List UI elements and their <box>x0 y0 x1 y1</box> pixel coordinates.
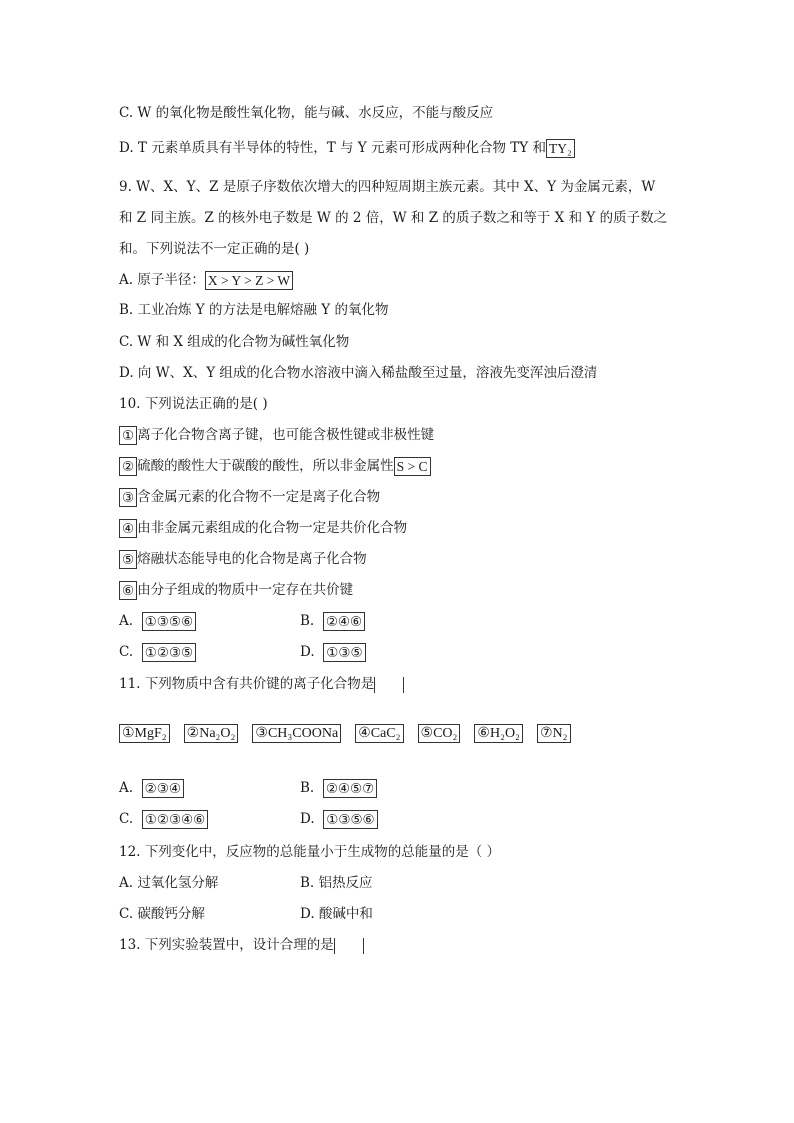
option-label: D. <box>300 644 315 660</box>
q10-statement-4 <box>119 518 407 538</box>
q9-stem-line3: 和。下列说法不一定正确的是( ) <box>119 241 310 257</box>
answer-box: ①③⑤⑥ <box>323 810 377 829</box>
statement-text: 离子化合物含离子键，也可能含极性键或非极性键 <box>137 427 435 443</box>
q12-option-a: A. 过氧化氢分解 <box>119 875 219 891</box>
formula-box: TY₂ <box>546 139 575 158</box>
q10-option-a <box>119 611 196 631</box>
option-label: A. <box>119 613 134 629</box>
q11-option-a <box>119 778 184 798</box>
option-label: B. <box>300 780 315 796</box>
q10-statement-5 <box>119 549 367 569</box>
answer-blank <box>374 677 404 693</box>
q12-option-c: C. 碳酸钙分解 <box>119 906 205 922</box>
q13-stem-text: 13. 下列实验装置中，设计合理的是 <box>119 937 334 953</box>
substance-box: ④CaC₂ <box>355 724 403 743</box>
statement-text: 含金属元素的化合物不一定是离子化合物 <box>137 489 381 505</box>
q11-stem-text: 11. 下列物质中含有共价键的离子化合物是 <box>119 676 375 692</box>
statement-text: 由分子组成的物质中一定存在共价键 <box>137 582 354 598</box>
formula-box: S > C <box>394 457 431 476</box>
q10-option-d <box>300 642 366 662</box>
q11-stem <box>119 674 404 694</box>
number-box: ⑥ <box>119 581 137 600</box>
q10-statement-1 <box>119 425 434 445</box>
option-label: B. <box>300 613 315 629</box>
substance-box: ⑤CO₂ <box>418 724 461 743</box>
q8-option-d-text: D. T 元素单质具有半导体的特性，T 与 Y 元素可形成两种化合物 TY 和 <box>119 140 547 156</box>
q11-substance-list <box>119 724 585 743</box>
substance-box: ⑦N₂ <box>537 724 571 743</box>
answer-box: ①③⑤ <box>323 643 365 662</box>
q9-option-a <box>119 270 293 290</box>
answer-box: ②③④ <box>142 779 184 798</box>
substance-box: ③CH₃COONa <box>252 724 341 743</box>
q9-stem-line2: 和 Z 同主族。Z 的核外电子数是 W 的 2 倍，W 和 Z 的质子数之和等于 X 和 Y 的质子数之 <box>119 210 668 226</box>
q9-option-c: C. W 和 X 组成的化合物为碱性氧化物 <box>119 334 350 350</box>
q10-statement-2 <box>119 456 431 476</box>
q11-option-c <box>119 809 208 829</box>
option-label: D. <box>300 811 315 827</box>
q10-option-c <box>119 642 196 662</box>
q10-statement-3 <box>119 487 380 507</box>
q13-stem <box>119 935 364 955</box>
number-box: ④ <box>119 519 137 538</box>
q10-option-b <box>300 611 365 631</box>
number-box: ① <box>119 426 137 445</box>
answer-box: ①③⑤⑥ <box>142 612 196 631</box>
q8-option-d <box>119 138 575 158</box>
answer-blank <box>334 938 364 954</box>
statement-text: 熔融状态能导电的化合物是离子化合物 <box>137 551 367 567</box>
answer-box: ①②③⑤ <box>142 643 196 662</box>
number-box: ③ <box>119 488 137 507</box>
formula-box: X > Y > Z > W <box>205 271 293 290</box>
statement-text: 硫酸的酸性大于碳酸的酸性，所以非金属性 <box>137 458 394 474</box>
statement-text: 由非金属元素组成的化合物一定是共价化合物 <box>137 520 408 536</box>
substance-box: ②Na₂O₂ <box>184 724 239 743</box>
q12-option-d: D. 酸碱中和 <box>300 906 373 922</box>
option-label: C. <box>119 644 134 660</box>
answer-box: ②④⑤⑦ <box>323 779 377 798</box>
answer-box: ①②③④⑥ <box>142 810 209 829</box>
q10-statement-6 <box>119 580 353 600</box>
q9-option-b: B. 工业冶炼 Y 的方法是电解熔融 Y 的氧化物 <box>119 302 389 318</box>
q9-option-d: D. 向 W、X、Y 组成的化合物水溶液中滴入稀盐酸至过量，溶液先变浑浊后澄清 <box>119 365 598 381</box>
q10-stem: 10. 下列说法正确的是( ) <box>119 396 268 412</box>
number-box: ② <box>119 457 137 476</box>
q12-option-b: B. 铝热反应 <box>300 875 373 891</box>
option-label: A. <box>119 780 134 796</box>
q11-option-d <box>300 809 378 829</box>
option-label: C. <box>119 811 134 827</box>
q8-option-c: C. W 的氧化物是酸性氧化物，能与碱、水反应，不能与酸反应 <box>119 105 494 121</box>
number-box: ⑤ <box>119 550 137 569</box>
q11-option-b <box>300 778 377 798</box>
substance-box: ①MgF₂ <box>119 724 170 743</box>
q9-option-a-text: A. 原子半径： <box>119 272 205 288</box>
q12-stem: 12. 下列变化中，反应物的总能量小于生成物的总能量的是（ ） <box>119 844 501 860</box>
substance-box: ⑥H₂O₂ <box>474 724 523 743</box>
answer-box: ②④⑥ <box>323 612 365 631</box>
q9-stem-line1: 9. W、X、Y、Z 是原子序数依次增大的四种短周期主族元素。其中 X、Y 为金属元素，W <box>119 179 656 195</box>
